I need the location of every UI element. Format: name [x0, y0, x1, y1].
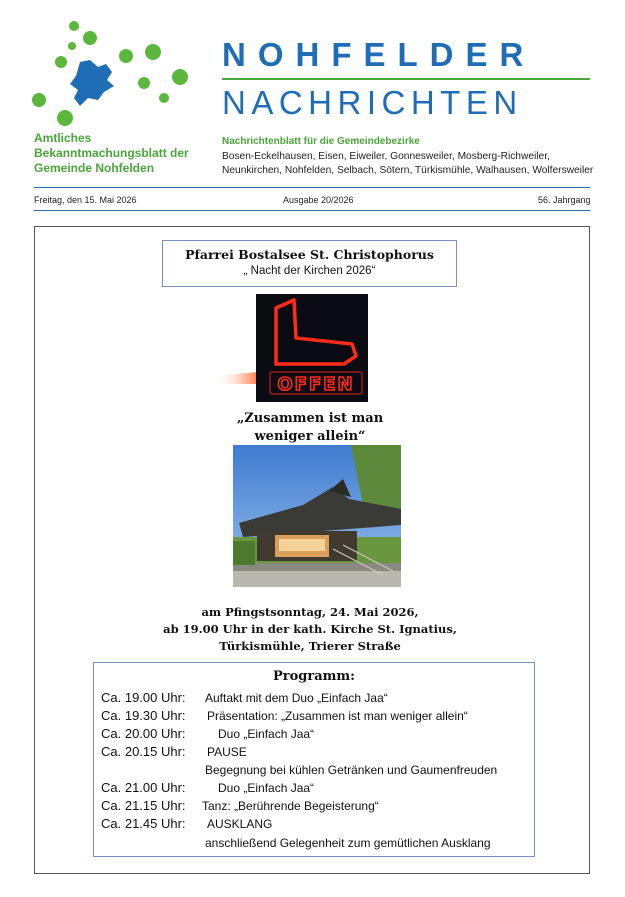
program-time: Ca. 21.45 Uhr:	[101, 816, 186, 831]
church-photo	[233, 445, 401, 587]
event-date-location: am Pfingstsonntag, 24. Mai 2026, ab 19.00 Uhr in der kath. Kirche St. Ignatius, Türkismühle, Trierer Straße	[163, 605, 457, 653]
program-act: Tanz: „Berührende Begeisterung“	[202, 799, 379, 813]
program-time: Ca. 21.15 Uhr:	[101, 798, 186, 813]
district-list: Bosen-Eckelhausen, Eisen, Eiweiler, Gonnesweiler, Mosberg-Richweiler, Neunkirchen, Nohfelden, Selbach, Sötern, Türkismühle, Walhausen, Wolfersweiler	[222, 151, 594, 176]
program-time: Ca. 20.00 Uhr:	[101, 726, 186, 741]
issue-date: Freitag, den 15. Mai 2026	[34, 195, 137, 205]
parish-name: Pfarrei Bostalsee St. Christophorus	[185, 247, 434, 262]
issue-number: Ausgabe 20/2026	[283, 195, 354, 205]
neon-sign-text: OFFEN	[277, 374, 355, 395]
meta-rule-bottom	[34, 210, 590, 211]
program-act: Duo „Einfach Jaa“	[218, 781, 315, 795]
program-time: Ca. 20.15 Uhr:	[101, 744, 186, 759]
masthead-title-line1: NOHFELDER	[222, 36, 536, 73]
program-title: Programm:	[273, 669, 355, 684]
masthead-divider	[222, 78, 590, 80]
municipality-logo	[28, 20, 198, 130]
masthead-subtitle: Nachrichtenblatt für die Gemeindebezirke	[222, 136, 420, 147]
program-time: Ca. 19.00 Uhr:	[101, 690, 186, 705]
event-motto: „Zusammen ist man weniger allein“	[236, 411, 384, 444]
volume: 56. Jahrgang	[538, 195, 591, 205]
program-time: Ca. 19.30 Uhr:	[101, 708, 186, 723]
district-map-shape	[70, 60, 114, 106]
program-act: Präsentation: „Zusammen ist man weniger allein“	[207, 709, 468, 723]
program-act: Begegnung bei kühlen Getränken und Gaumenfreuden	[205, 763, 498, 777]
program-act: Auftakt mit dem Duo „Einfach Jaa“	[205, 691, 388, 705]
offen-neon-sign	[214, 294, 368, 402]
program-act: PAUSE	[207, 745, 247, 759]
program-box	[93, 662, 535, 857]
program-act: Duo „Einfach Jaa“	[218, 727, 315, 741]
parish-header-box	[162, 240, 457, 287]
masthead-title-line2: NACHRICHTEN	[222, 84, 523, 121]
program-time: Ca. 21.00 Uhr:	[101, 780, 186, 795]
program-act: AUSKLANG	[207, 817, 273, 831]
event-name: „ Nacht der Kirchen 2026“	[243, 265, 376, 277]
program-act: anschließend Gelegenheit zum gemütlichen Ausklang	[205, 836, 491, 850]
meta-rule-top	[34, 187, 590, 188]
logo-caption: Amtliches Bekanntmachungsblatt der Gemeinde Nohfelden	[34, 131, 189, 175]
